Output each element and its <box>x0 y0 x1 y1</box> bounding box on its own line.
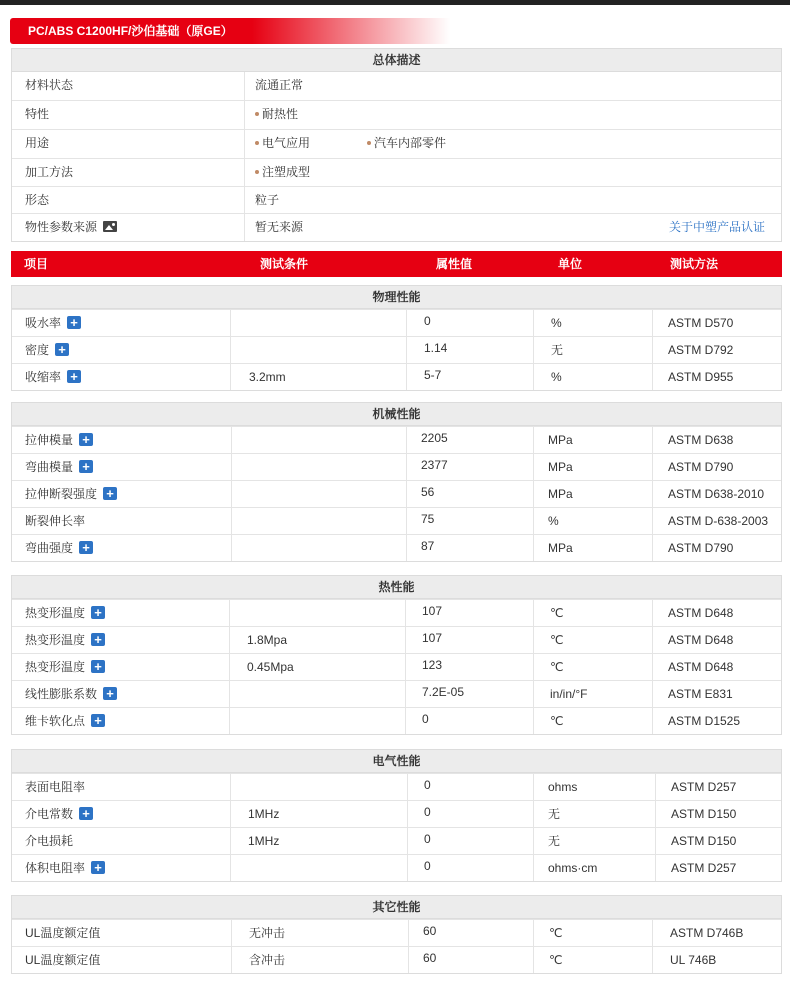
expand-plus-icon[interactable]: + <box>91 633 105 646</box>
table-row <box>12 773 781 800</box>
divider <box>533 337 534 363</box>
property-value: 1.14 <box>424 341 448 355</box>
test-method: ASTM D570 <box>668 316 734 330</box>
divider <box>231 454 232 480</box>
divider <box>533 508 534 534</box>
divider <box>231 947 232 973</box>
divider <box>230 801 231 827</box>
property-unit: ℃ <box>549 953 563 967</box>
divider <box>231 920 232 946</box>
col-unit: 单位 <box>558 257 583 271</box>
test-method: ASTM D648 <box>668 633 734 647</box>
divider <box>533 855 534 881</box>
table-row <box>12 480 781 507</box>
property-name-text: 热变形温度 <box>25 606 86 620</box>
divider <box>652 708 653 734</box>
col-method: 测试方法 <box>670 257 719 271</box>
test-method: ASTM D638 <box>668 433 734 447</box>
property-name <box>25 627 105 653</box>
overview-value-text: 汽车内部零件 <box>374 136 447 150</box>
overview-row <box>12 100 781 129</box>
test-method: UL 746B <box>670 953 717 967</box>
col-item: 项目 <box>24 257 49 271</box>
table-row <box>12 854 781 881</box>
property-unit: in/in/°F <box>550 687 588 701</box>
divider <box>244 187 245 213</box>
expand-plus-icon[interactable]: + <box>79 433 93 446</box>
property-name-text: 介电常数 <box>25 807 74 821</box>
divider <box>533 535 534 561</box>
property-unit: % <box>551 370 562 384</box>
divider <box>407 801 408 827</box>
divider <box>408 947 409 973</box>
divider <box>655 801 656 827</box>
property-unit: ℃ <box>550 606 564 620</box>
property-name-text: 断裂伸长率 <box>25 514 86 528</box>
overview-value <box>255 214 303 241</box>
property-value: 0 <box>424 314 431 328</box>
divider <box>244 159 245 186</box>
divider <box>405 654 406 680</box>
table-row <box>12 653 781 680</box>
table-row <box>12 946 781 973</box>
divider <box>652 337 653 363</box>
property-unit: % <box>551 316 562 330</box>
divider <box>533 627 534 653</box>
overview-label-text: 用途 <box>25 136 50 150</box>
divider <box>406 508 407 534</box>
section-4 <box>11 749 782 882</box>
divider <box>652 654 653 680</box>
property-name <box>25 920 100 946</box>
test-method: ASTM D1525 <box>668 714 741 728</box>
overview-label <box>25 214 117 241</box>
property-value: 0 <box>424 859 431 873</box>
property-name <box>25 774 85 800</box>
divider <box>244 130 245 158</box>
property-name <box>25 855 105 881</box>
property-name <box>25 454 93 480</box>
property-value: 87 <box>421 539 435 553</box>
property-name-text: 吸水率 <box>25 316 62 330</box>
property-name-text: 拉伸断裂强度 <box>25 487 98 501</box>
property-unit: MPa <box>548 460 573 474</box>
property-name <box>25 600 105 626</box>
bullet-icon <box>255 170 259 174</box>
property-value: 75 <box>421 512 435 526</box>
property-name-text: 维卡软化点 <box>25 714 86 728</box>
property-name <box>25 364 81 390</box>
expand-plus-icon[interactable]: + <box>91 606 105 619</box>
property-name-text: 线性膨胀系数 <box>25 687 98 701</box>
test-method: ASTM D257 <box>671 780 737 794</box>
expand-plus-icon[interactable]: + <box>103 687 117 700</box>
divider <box>230 364 231 390</box>
divider <box>231 481 232 507</box>
divider <box>533 920 534 946</box>
property-value: 107 <box>422 631 443 645</box>
overview-label <box>25 101 49 129</box>
table-row <box>12 626 781 653</box>
property-name <box>25 535 93 561</box>
test-condition: 1MHz <box>248 807 280 821</box>
overview-value-text: 耐热性 <box>262 107 299 121</box>
overview-value <box>367 130 446 158</box>
table-row <box>12 800 781 827</box>
expand-plus-icon[interactable]: + <box>55 343 69 356</box>
divider <box>406 535 407 561</box>
property-value: 2205 <box>421 431 448 445</box>
divider <box>406 310 407 336</box>
overview-label-text: 加工方法 <box>25 165 74 179</box>
test-method: ASTM D790 <box>668 460 734 474</box>
overview-header: 总体描述 <box>12 49 781 72</box>
overview-label-text: 材料状态 <box>25 78 74 92</box>
expand-plus-icon[interactable]: + <box>103 487 117 500</box>
expand-plus-icon[interactable]: + <box>79 807 93 820</box>
bullet-icon <box>255 141 259 145</box>
section-header: 电气性能 <box>12 750 781 773</box>
overview-row <box>12 213 781 241</box>
table-row <box>12 363 781 390</box>
property-unit: ℃ <box>549 926 563 940</box>
divider <box>229 681 230 707</box>
divider <box>406 337 407 363</box>
property-name <box>25 427 93 453</box>
property-unit: 无 <box>551 343 564 357</box>
divider <box>652 481 653 507</box>
property-unit: ℃ <box>550 633 564 647</box>
divider <box>244 101 245 129</box>
property-name-text: 收缩率 <box>25 370 62 384</box>
property-value: 123 <box>422 658 443 672</box>
property-name-text: 密度 <box>25 343 50 357</box>
property-unit: ℃ <box>550 660 564 674</box>
test-method: ASTM D648 <box>668 606 734 620</box>
property-name-text: 拉伸模量 <box>25 433 74 447</box>
overview-value <box>255 187 279 213</box>
divider <box>406 454 407 480</box>
table-row <box>12 534 781 561</box>
divider <box>231 508 232 534</box>
property-name-text: 热变形温度 <box>25 660 86 674</box>
table-row <box>12 599 781 626</box>
test-condition: 3.2mm <box>249 370 286 384</box>
col-value: 属性值 <box>436 257 473 271</box>
divider <box>652 310 653 336</box>
property-name-text: UL温度额定值 <box>25 926 101 940</box>
divider <box>230 855 231 881</box>
property-name <box>25 481 117 507</box>
property-unit: 无 <box>548 807 561 821</box>
top-bar <box>0 0 790 5</box>
expand-plus-icon[interactable]: + <box>91 861 105 874</box>
property-value: 0 <box>424 832 431 846</box>
divider <box>533 481 534 507</box>
property-name <box>25 310 81 336</box>
property-value: 56 <box>421 485 435 499</box>
divider <box>406 364 407 390</box>
divider <box>407 828 408 854</box>
section-header: 物理性能 <box>12 286 781 309</box>
overview-row <box>12 186 781 213</box>
overview-value <box>255 159 310 186</box>
property-name <box>25 508 85 534</box>
overview-value <box>255 72 303 100</box>
col-condition: 测试条件 <box>260 257 309 271</box>
test-method: ASTM D746B <box>670 926 744 940</box>
property-value: 5-7 <box>424 368 442 382</box>
expand-plus-icon[interactable]: + <box>79 460 93 473</box>
overview-value <box>255 130 310 158</box>
divider <box>533 801 534 827</box>
divider <box>652 364 653 390</box>
overview-value-text: 流通正常 <box>255 78 304 92</box>
table-row <box>12 919 781 946</box>
divider <box>533 828 534 854</box>
property-name-text: 热变形温度 <box>25 633 86 647</box>
section-5 <box>11 895 782 974</box>
divider <box>655 828 656 854</box>
property-value: 107 <box>422 604 443 618</box>
divider <box>655 774 656 800</box>
divider <box>533 600 534 626</box>
table-row <box>12 309 781 336</box>
overview-label <box>25 187 49 213</box>
overview-label <box>25 72 73 100</box>
divider <box>652 681 653 707</box>
divider <box>244 214 245 241</box>
property-value: 0 <box>424 805 431 819</box>
divider <box>244 72 245 100</box>
divider <box>533 947 534 973</box>
section-header: 机械性能 <box>12 403 781 426</box>
section-header: 热性能 <box>12 576 781 599</box>
divider <box>533 454 534 480</box>
section-3 <box>11 575 782 735</box>
property-unit: MPa <box>548 433 573 447</box>
table-row <box>12 426 781 453</box>
divider <box>405 708 406 734</box>
property-value: 0 <box>424 778 431 792</box>
property-name <box>25 828 73 854</box>
overview-row <box>12 72 781 100</box>
overview-label <box>25 159 73 186</box>
test-condition: 无冲击 <box>249 926 286 940</box>
property-value: 60 <box>423 951 437 965</box>
divider <box>229 654 230 680</box>
divider <box>533 310 534 336</box>
test-method: ASTM D638-2010 <box>668 487 765 501</box>
divider <box>406 481 407 507</box>
test-condition: 0.45Mpa <box>247 660 294 674</box>
divider <box>229 708 230 734</box>
property-unit: % <box>548 514 559 528</box>
property-value: 7.2E-05 <box>422 685 465 699</box>
divider <box>405 627 406 653</box>
divider <box>652 535 653 561</box>
overview-value <box>255 101 298 129</box>
overview-value-text: 暂无来源 <box>255 220 304 234</box>
divider <box>652 508 653 534</box>
property-name-text: 体积电阻率 <box>25 861 86 875</box>
property-name <box>25 947 100 973</box>
test-method: ASTM D955 <box>668 370 734 384</box>
divider <box>652 427 653 453</box>
test-method: ASTM D150 <box>671 807 737 821</box>
divider <box>533 427 534 453</box>
property-name-text: 弯曲强度 <box>25 541 74 555</box>
overview-box <box>11 48 782 242</box>
divider <box>652 454 653 480</box>
divider <box>655 855 656 881</box>
table-row <box>12 827 781 854</box>
bullet-icon <box>367 141 371 145</box>
property-unit: 无 <box>548 834 561 848</box>
property-name-text: UL温度额定值 <box>25 953 101 967</box>
test-condition: 1.8Mpa <box>247 633 288 647</box>
divider <box>406 427 407 453</box>
overview-value-text: 粒子 <box>255 193 280 207</box>
divider <box>652 947 653 973</box>
section-2 <box>11 402 782 562</box>
property-name-text: 弯曲模量 <box>25 460 74 474</box>
divider <box>230 774 231 800</box>
property-unit: MPa <box>548 487 573 501</box>
expand-plus-icon[interactable]: + <box>91 660 105 673</box>
test-method: ASTM D790 <box>668 541 734 555</box>
property-name <box>25 708 105 734</box>
test-method: ASTM D-638-2003 <box>668 514 769 528</box>
property-unit: ohms·cm <box>548 861 598 875</box>
property-value: 2377 <box>421 458 448 472</box>
property-unit: MPa <box>548 541 573 555</box>
divider <box>407 855 408 881</box>
divider <box>229 627 230 653</box>
expand-plus-icon[interactable]: + <box>67 316 81 329</box>
test-method: ASTM D150 <box>671 834 737 848</box>
overview-label-text: 形态 <box>25 193 50 207</box>
divider <box>533 774 534 800</box>
test-method: ASTM D648 <box>668 660 734 674</box>
property-value: 60 <box>423 924 437 938</box>
divider <box>533 681 534 707</box>
property-name <box>25 681 117 707</box>
test-condition: 含冲击 <box>249 953 286 967</box>
overview-value-text: 注塑成型 <box>262 165 311 179</box>
overview-row <box>12 158 781 186</box>
divider <box>652 920 653 946</box>
property-name <box>25 337 69 363</box>
overview-value-text: 电气应用 <box>262 136 311 150</box>
test-method: ASTM D257 <box>671 861 737 875</box>
overview-label <box>25 130 49 158</box>
test-method: ASTM E831 <box>668 687 733 701</box>
column-header-bar <box>11 251 782 277</box>
test-condition: 1MHz <box>248 834 280 848</box>
divider <box>407 774 408 800</box>
property-name-text: 介电损耗 <box>25 834 74 848</box>
table-row <box>12 680 781 707</box>
overview-label-text: 物性参数来源 <box>25 220 98 234</box>
divider <box>533 364 534 390</box>
divider <box>229 600 230 626</box>
section-1 <box>11 285 782 391</box>
expand-plus-icon[interactable]: + <box>91 714 105 727</box>
divider <box>405 600 406 626</box>
divider <box>230 828 231 854</box>
divider <box>533 654 534 680</box>
divider <box>408 920 409 946</box>
overview-row <box>12 129 781 158</box>
divider <box>230 310 231 336</box>
table-row <box>12 336 781 363</box>
property-value: 0 <box>422 712 429 726</box>
divider <box>231 535 232 561</box>
table-row <box>12 507 781 534</box>
table-row <box>12 453 781 480</box>
image-icon[interactable] <box>103 221 117 232</box>
bullet-icon <box>255 112 259 116</box>
divider <box>652 600 653 626</box>
test-method: ASTM D792 <box>668 343 734 357</box>
expand-plus-icon[interactable]: + <box>79 541 93 554</box>
certification-link[interactable]: 关于中塑产品认证 <box>668 220 765 234</box>
section-header: 其它性能 <box>12 896 781 919</box>
divider <box>231 427 232 453</box>
property-unit: ℃ <box>550 714 564 728</box>
divider <box>533 708 534 734</box>
table-row <box>12 707 781 734</box>
property-name <box>25 801 93 827</box>
divider <box>405 681 406 707</box>
property-unit: ohms <box>548 780 578 794</box>
product-title: PC/ABS C1200HF/沙伯基础（原GE） <box>10 18 450 44</box>
divider <box>230 337 231 363</box>
property-name <box>25 654 105 680</box>
divider <box>652 627 653 653</box>
expand-plus-icon[interactable]: + <box>67 370 81 383</box>
property-name-text: 表面电阻率 <box>25 780 86 794</box>
overview-label-text: 特性 <box>25 107 50 121</box>
